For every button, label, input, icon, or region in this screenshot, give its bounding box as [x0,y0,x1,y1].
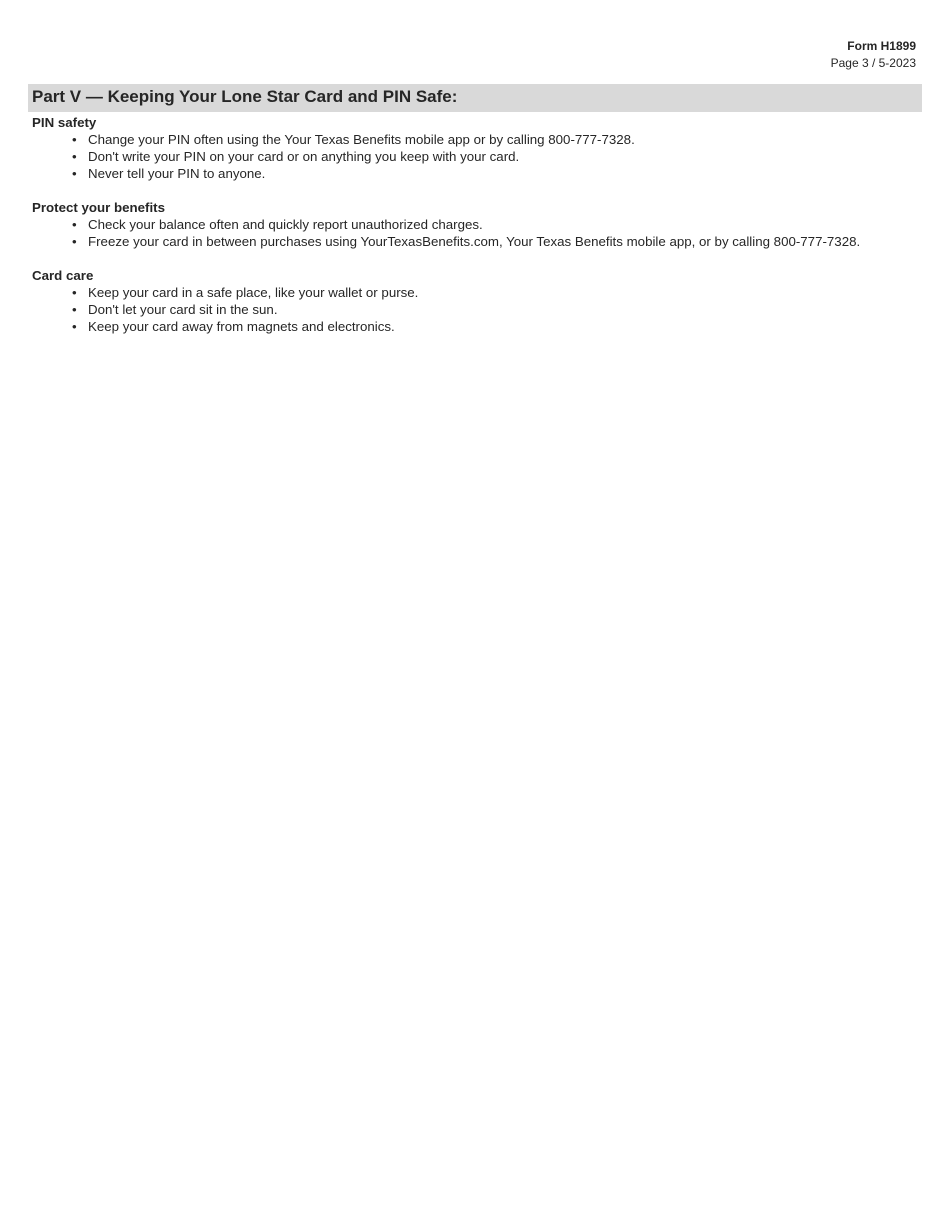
page-header [831,38,916,72]
bullet-list [32,216,922,250]
bullet-icon: • [72,302,77,317]
form-id: Form H1899 [847,39,916,53]
group-title: PIN safety [32,115,97,130]
bullet-icon: • [72,166,77,181]
group-title: Card care [32,268,94,283]
group-protect-benefits [32,199,922,250]
group-card-care [32,267,922,335]
list-item: • Check your balance often and quickly report unauthorized charges. [72,217,483,232]
group-pin-safety [32,114,922,182]
list-item: • Don't write your PIN on your card or on anything you keep with your card. [72,149,520,164]
list-item: • Never tell your PIN to anyone. [72,166,266,181]
list-item: • Keep your card in a safe place, like your wallet or purse. [72,285,419,300]
bullet-icon: • [72,319,77,334]
page-info: Page 3 / 5-2023 [830,56,916,70]
list-item: • Keep your card away from magnets and electronics. [72,319,395,334]
list-item: • Don't let your card sit in the sun. [72,302,278,317]
list-item: • Freeze your card in between purchases using YourTexasBenefits.com, Your Texas Benefits mobile app, or by calling 800-777-7328. [72,234,861,249]
section-header-bar [28,84,922,112]
bullet-icon: • [72,234,77,249]
bullet-list [32,284,922,335]
section-title: Part V — Keeping Your Lone Star Card and PIN Safe: [32,87,458,106]
bullet-icon: • [72,149,77,164]
bullet-icon: • [72,132,77,147]
bullet-list [32,131,922,182]
bullet-icon: • [72,217,77,232]
list-item: • Change your PIN often using the Your Texas Benefits mobile app or by calling 800-777-7328. [72,132,635,147]
group-title: Protect your benefits [32,200,165,215]
section-content [32,114,922,352]
bullet-icon: • [72,285,77,300]
